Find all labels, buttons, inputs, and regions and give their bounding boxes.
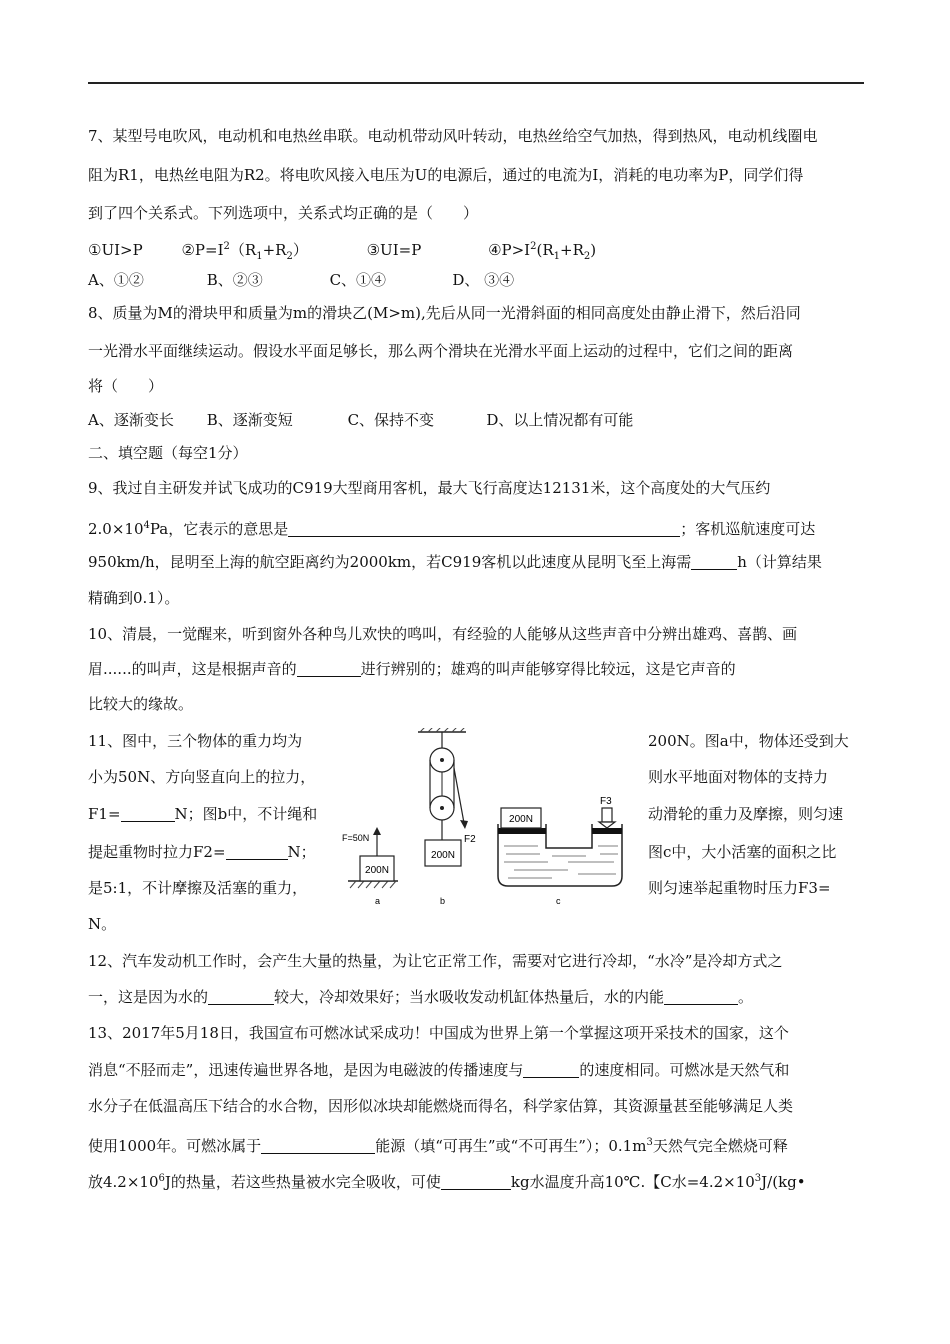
q13-blank-1[interactable] [523, 1061, 579, 1078]
fig-c-label: c [556, 896, 561, 906]
q7-options [88, 270, 864, 290]
figure-b [418, 728, 476, 906]
q13-line-4: 使用1000年。可燃冰属于 能源（填“可再生”或“不可再生”）；$0.1m^3$天然气完全燃烧可释 [88, 1137, 788, 1155]
q13-line-3: 水分子在低温高压下结合的水合物，因形似冰块却能燃烧而得名，科学家估算，其资源量甚至能够满足人类 [88, 1097, 794, 1115]
q12-line-2: 一，这是因为水的 较大，冷却效果好；当水吸收发动机缸体热量后，水的内能 。 [88, 988, 754, 1006]
q10-line-1: 10、清晨，一觉醒来，听到窗外各种鸟儿欢快的鸣叫，有经验的人能够从这些声音中分辨出雄鸡、喜鹊、画 [88, 625, 798, 643]
q11-right-1: 200N。图a中，物体还受到大 [648, 732, 849, 750]
q7-option-d[interactable]: D、 ③④ [452, 271, 515, 289]
q7-line-3: 到了四个关系式。下列选项中，关系式均正确的是（ ） [88, 204, 479, 222]
q11-left-1: 11、图中，三个物体的重力均为 [88, 732, 303, 750]
q11-right-4: 图c中，大小活塞的面积之比 [648, 843, 837, 861]
fig-b-weight: 200N [431, 850, 455, 861]
q11-left-6: N。 [88, 915, 117, 933]
q9-line-4: 精确到0.1）。 [88, 589, 180, 607]
q7-line-1: 7、某型号电吹风，电动机和电热丝串联。电动机带动风叶转动，电热丝给空气加热，得到热风，电动机线圈电 [88, 127, 818, 145]
q7-line-2: 阻为R1，电热丝电阻为R2。将电吹风接入电压为U的电源后，通过的电流为I，消耗的电功率为P，同学们得 [88, 166, 804, 184]
q9-blank-2[interactable] [691, 553, 737, 570]
q11-left-5: 是5:1，不计摩擦及活塞的重力， [88, 879, 308, 897]
q12-line-1: 12、汽车发动机工作时，会产生大量的热量，为让它正常工作，需要对它进行冷却，“水冷”是冷却方式之 [88, 952, 783, 970]
q11-blank-f1[interactable] [121, 805, 175, 822]
q8-option-d[interactable]: D、以上情况都有可能 [486, 411, 634, 429]
figure-a [342, 827, 398, 906]
q12-blank-2[interactable] [664, 988, 738, 1005]
q11-left-2: 小为50N、方向竖直向上的拉力， [88, 768, 316, 786]
q8-options [88, 410, 864, 430]
q9-blank-1[interactable] [288, 520, 680, 537]
q11-left-3: F1= N；图b中，不计绳和 [88, 805, 318, 823]
q7-option-b[interactable]: B、②③ [206, 271, 263, 289]
q7-relation-1: ①UI>P [88, 241, 143, 259]
q11-figure [338, 728, 638, 908]
header-rule [88, 82, 864, 84]
section-2-heading: 二、填空题（每空1分） [88, 444, 248, 462]
fig-c-force: F3 [600, 796, 612, 807]
q7-relation-4: $④P>I^2(R_1+R_2)$ [488, 241, 597, 262]
q8-line-3: 将（ ） [88, 377, 164, 395]
fig-a-label: a [375, 896, 381, 906]
q7-option-c[interactable]: C、①④ [329, 271, 387, 289]
q8-line-2: 一光滑水平面继续运动。假设水平面足够长，那么两个滑块在光滑水平面上运动的过程中，它们之间的距离 [88, 342, 794, 360]
q11-right-2: 则水平地面对物体的支持力 [648, 768, 829, 786]
q9-line-1: 9、我过自主研发并试飞成功的C919大型商用客机，最大飞行高度达12131米，这个高度处的大气压约 [88, 479, 771, 497]
q13-line-2: 消息“不胫而走”，迅速传遍世界各地，是因为电磁波的传播速度与 的速度相同。可燃冰是天然气和 [88, 1061, 790, 1079]
q11-left-4: 提起重物时拉力F2= N； [88, 843, 316, 861]
q10-blank-1[interactable] [297, 660, 361, 677]
q10-line-3: 比较大的缘故。 [88, 695, 194, 713]
q13-blank-3[interactable] [441, 1173, 511, 1190]
q8-option-a[interactable]: A、逐渐变长 [88, 411, 174, 429]
q11-right-5: 则匀速举起重物时压力F3= [648, 879, 831, 897]
q7-relations [88, 237, 864, 267]
q11-right-3: 动滑轮的重力及摩擦，则匀速 [648, 805, 844, 823]
figure-c [498, 796, 622, 906]
fig-b-label: b [440, 896, 446, 906]
q7-relation-3: ③UI=P [366, 241, 422, 259]
fig-a-weight: 200N [365, 865, 389, 876]
q10-line-2: 眉......的叫声，这是根据声音的 进行辨别的；雄鸡的叫声能够穿得比较远，这是它声音的 [88, 660, 736, 678]
q8-line-1: 8、质量为M的滑块甲和质量为m的滑块乙(M>m),先后从同一光滑斜面的相同高度处由静止滑下，然后沿同 [88, 304, 801, 322]
q7-option-a[interactable]: A、①② [88, 271, 144, 289]
q13-line-1: 13、2017年5月18日，我国宣布可燃冰试采成功！中国成为世界上第一个掌握这项开采技术的国家，这个 [88, 1024, 789, 1042]
q13-blank-2[interactable] [261, 1137, 375, 1154]
q8-option-c[interactable]: C、保持不变 [347, 411, 435, 429]
fig-b-force: F2 [464, 834, 476, 845]
q7-relation-2: $②P=I^2(R_1+R_2)$ [181, 241, 308, 262]
q11-blank-f2[interactable] [226, 843, 288, 860]
fig-c-weight: 200N [509, 814, 533, 825]
q13-line-5: 放$4.2\times 10^6J$的热量，若这些热量被水完全吸收，可使 kg水温度升高10℃.【C水$=4.2\times 10^3J/(kg•$ [88, 1173, 806, 1191]
fig-a-force: F=50N [342, 833, 370, 843]
q9-line-3: 950km/h，昆明至上海的航空距离约为2000km，若C919客机以此速度从昆明飞至上海需 h（计算结果 [88, 553, 822, 571]
q8-option-b[interactable]: B、逐渐变短 [206, 411, 293, 429]
q9-line-2: $2.0\times 10^4Pa$，它表示的意思是 ；客机巡航速度可达 [88, 520, 816, 538]
q12-blank-1[interactable] [208, 988, 274, 1005]
